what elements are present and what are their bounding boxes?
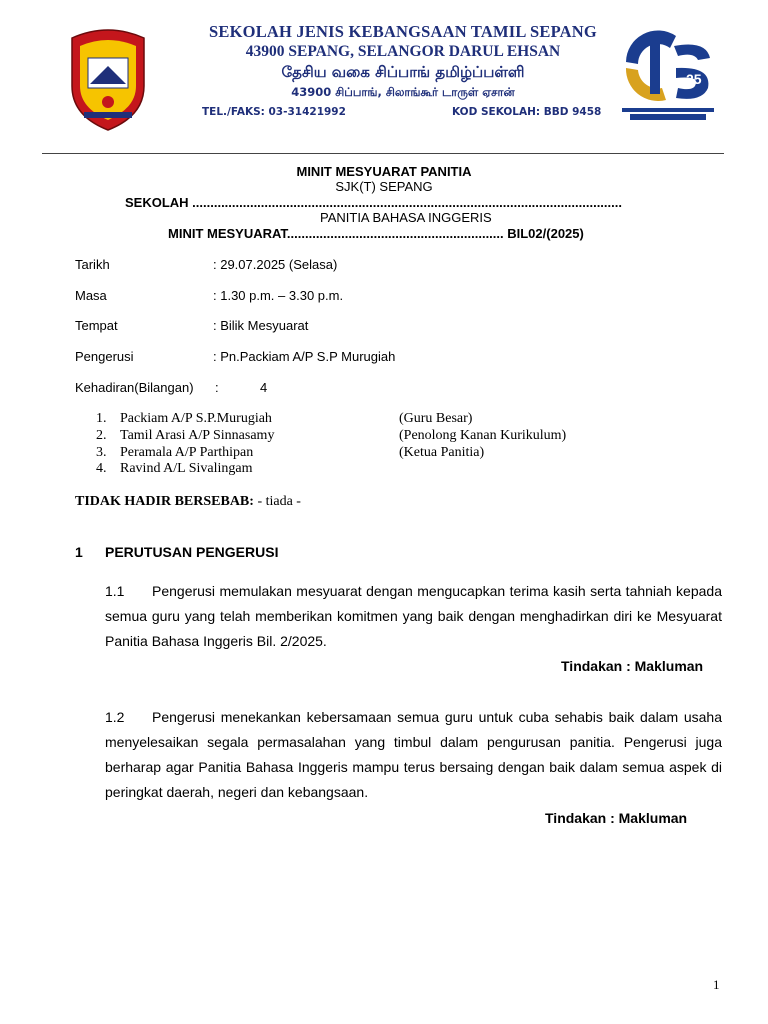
detail-label-tempat: Tempat [75, 318, 118, 333]
attendee-item [96, 428, 274, 444]
document-title: MINIT MESYUARAT PANITIA [296, 164, 472, 179]
panitia-name: PANITIA BAHASA INGGERIS [320, 210, 492, 225]
svg-text:25: 25 [686, 71, 702, 87]
school-telephone: TEL./FAKS: 03-31421992 [202, 106, 346, 118]
tindakan-label: Tindakan : Makluman [561, 658, 704, 674]
absent-label: TIDAK HADIR BERSEBAB: [75, 494, 254, 509]
kehadiran-label: Kehadiran(Bilangan) [75, 380, 194, 395]
attendee-role: (Guru Besar) [399, 411, 473, 426]
school-short-name: SJK(T) SEPANG [335, 179, 433, 194]
attendee-number: 2. [96, 428, 107, 443]
kehadiran-separator: : [215, 380, 219, 395]
section-heading [75, 544, 278, 560]
school-name-tamil: தேசிய வகை சிப்பாங் தமிழ்ப்பள்ளி [281, 63, 525, 81]
section-title: PERUTUSAN PENGERUSI [105, 544, 279, 560]
school-name: SEKOLAH JENIS KEBANGSAAN TAMIL SEPANG [209, 22, 597, 41]
header-divider [42, 153, 724, 154]
attendee-item [96, 461, 252, 477]
attendee-number: 3. [96, 445, 107, 460]
minute-item-1-2 [105, 705, 722, 805]
letterhead-text [188, 22, 618, 101]
detail-value-pengerusi: : Pn.Packiam A/P S.P Murugiah [213, 349, 396, 364]
attendee-name: Peramala A/P Parthipan [120, 445, 254, 460]
detail-label-masa: Masa [75, 288, 107, 303]
attendee-item [96, 445, 253, 461]
item-text: Pengerusi memulakan mesyuarat dengan mengucapkan terima kasih serta tahniah kepada semua guru yang telah memberikan komitmen yang baik dengan menghadirkan diri ke Mesyuarat Panitia Bahasa Inggeris Bil. 2/2025. [105, 583, 722, 649]
attendee-name: Packiam A/P S.P.Murugiah [120, 411, 272, 426]
school-code: KOD SEKOLAH: BBD 9458 [452, 106, 602, 118]
school-address: 43900 SEPANG, SELANGOR DARUL EHSAN [245, 43, 561, 60]
absent-value: - tiada - [253, 494, 301, 509]
attendee-name: Tamil Arasi A/P Sinnasamy [120, 428, 275, 443]
tindakan-label: Tindakan : Makluman [545, 810, 688, 826]
attendee-number: 4. [96, 461, 107, 476]
detail-value-tarikh: : 29.07.2025 (Selasa) [213, 257, 338, 272]
detail-value-tempat: : Bilik Mesyuarat [213, 318, 309, 333]
school-crest-icon [66, 24, 150, 132]
minute-item-1-1 [105, 579, 722, 654]
school-address-tamil: 43900 சிப்பாங், சிலாங்கூர் டாருள் ஏசான் [291, 85, 515, 99]
kehadiran-count: 4 [260, 380, 268, 395]
detail-value-masa: : 1.30 p.m. – 3.30 p.m. [213, 288, 344, 303]
ts25-logo-icon [616, 22, 720, 122]
attendee-role: (Ketua Panitia) [399, 445, 485, 460]
section-number: 1 [75, 544, 83, 560]
sekolah-line: SEKOLAH ....................................................................................................................... [125, 195, 622, 210]
item-number: 1.2 [105, 709, 125, 725]
letterhead [60, 18, 720, 128]
attendee-number: 1. [96, 411, 107, 426]
detail-label-pengerusi: Pengerusi [75, 349, 134, 364]
item-text: Pengerusi menekankan kebersamaan semua guru untuk cuba sehabis baik dalam usaha menyelesaikan segala permasalahan yang timbul dalam pengurusan panitia. Pengerusi juga berharap agar Panitia Bahasa Inggeris mampu terus bersaing dengan baik dalam semua aspek di peringkat daerah, negeri dan kebangsaan. [105, 709, 722, 800]
attendee-role: (Penolong Kanan Kurikulum) [399, 428, 567, 443]
minit-line: MINIT MESYUARAT............................................................ BIL02/(2025) [168, 226, 584, 241]
page-number: 1 [713, 977, 720, 992]
attendee-item [96, 411, 272, 427]
absent-line [75, 494, 301, 510]
detail-label-tarikh: Tarikh [75, 257, 110, 272]
attendee-name: Ravind A/L Sivalingam [120, 461, 253, 476]
item-number: 1.1 [105, 583, 125, 599]
